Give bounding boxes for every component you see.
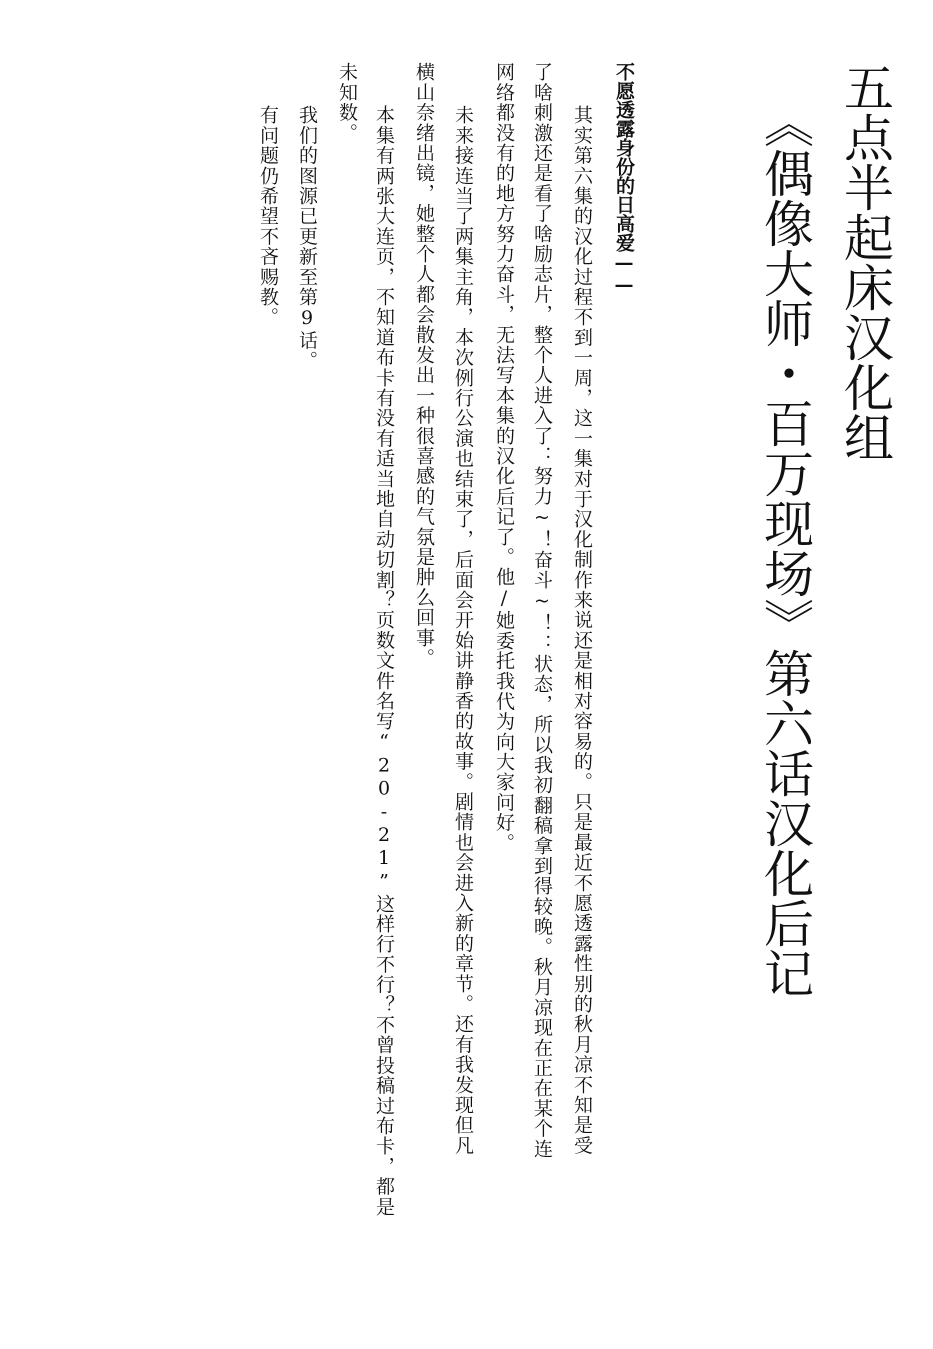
paragraph-3-line-2: 未知数。 bbox=[336, 62, 358, 143]
afterword-title: 《偶像大师・百万现场》第六话汉化后记 bbox=[756, 98, 814, 998]
paragraph-1-line-1: 其实第六集的汉化过程不到一周，这一集对于汉化制作来说还是相对容易的。只是最近不愿透露性别的秋月凉不知是受 bbox=[571, 105, 593, 1156]
paragraph-3-line-1: 本集有两张大连页，不知道布卡有没有适当地自动切割？页数文件名写“20-21”这样行不行？不曾投稿过布卡，都是 bbox=[373, 105, 395, 1217]
paragraph-5: 有问题仍希望不吝赐教。 bbox=[257, 105, 279, 328]
paragraph-2-line-1: 未来接连当了两集主角，本次例行公演也结束了，后面会开始讲静香的故事。剧情也会进入新的章节。还有我发现但凡 bbox=[452, 105, 474, 1156]
paragraph-1-line-2: 了啥刺激还是看了啥励志片，整个人进入了：努力~！奋斗~！：状态，所以我初翻稿拿到得较晚。秋月凉现在正在某个连 bbox=[531, 62, 553, 1159]
paragraph-1-line-3: 网络都没有的地方努力奋斗，无法写本集的汉化后记了。他/她委托我代为向大家问好。 bbox=[493, 62, 515, 853]
author-signature: 不愿透露身份的日高爱—— bbox=[613, 62, 635, 296]
group-name-title: 五点半起床汉化组 bbox=[836, 62, 894, 462]
paragraph-4: 我们的图源已更新至第9话。 bbox=[296, 105, 318, 371]
paragraph-2-line-2: 横山奈绪出镜，她整个人都会散发出一种很喜感的气氛是肿么回事。 bbox=[413, 62, 435, 668]
